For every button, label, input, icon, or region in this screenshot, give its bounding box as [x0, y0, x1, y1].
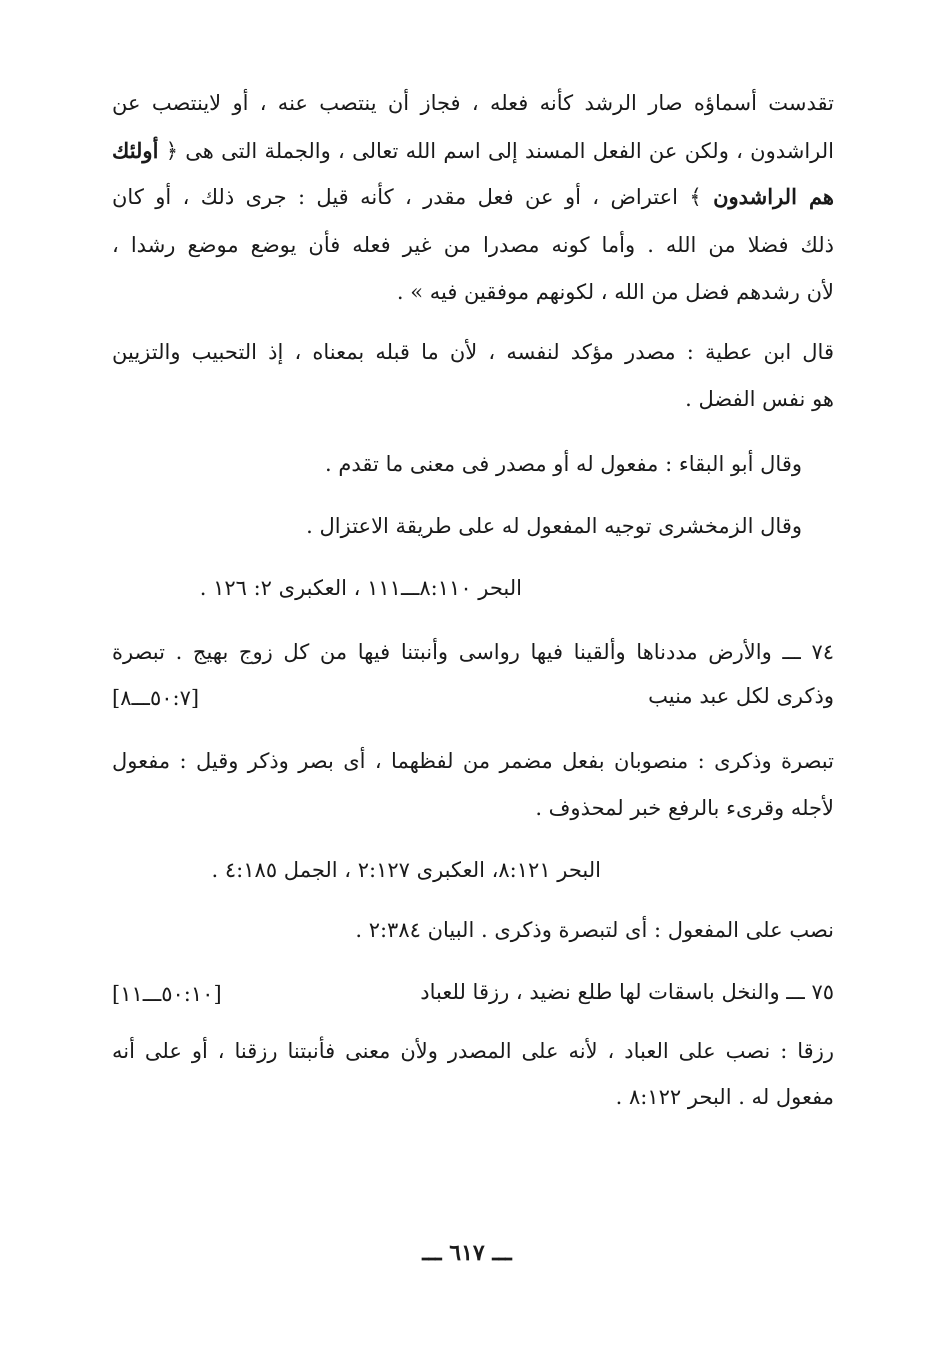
- paragraph-5-line-1: تبصرة وذكرى : منصوبان بفعل مضمر من لفظهما ، أى بصر وذكر وقيل : مفعول: [112, 749, 834, 773]
- verse-75-line-1: ٧٥ ـــ والنخل باسقات لها طلع نضيد ، رزقا للعباد: [420, 980, 834, 1004]
- verse-74-reference: [٥٠:٧ـــ٨]: [112, 686, 200, 710]
- paragraph-5-line-2: لأجله وقرىء بالرفع خبر لمحذوف .: [535, 796, 834, 820]
- verse-74-line-2: وذكرى لكل عبد منيب: [648, 684, 834, 708]
- paragraph-2-line-2: هو نفس الفضل .: [685, 387, 834, 411]
- paragraph-7-line-2: مفعول له . البحر ٨:١٢٢ .: [615, 1085, 834, 1109]
- quranic-bold-text: أولئك: [112, 138, 159, 163]
- paragraph-2-line-1: قال ابن عطية : مصدر مؤكد لنفسه ، لأن ما قبله بمعناه ، إذ التحبيب والتزيين: [112, 340, 834, 364]
- paragraph-1-line-2: [112, 136, 834, 166]
- paragraph-1-line-4: ذلك فضلا من الله . وأما كونه مصدرا من غير فعله فأن يوضع موضع رشدا ،: [112, 233, 834, 257]
- paragraph-3: وقال أبو البقاء : مفعول له أو مصدر فى معنى ما تقدم .: [325, 452, 802, 476]
- paragraph-1-line-1: تقدست أسماؤه صار الرشد كأنه فعله ، فجاز أن ينتصب عنه ، أو لاينتصب عن: [112, 91, 834, 115]
- paragraph-1-line-5: لأن رشدهم فضل من الله ، لكونهم موفقين فيه » .: [396, 280, 834, 304]
- verse-74-line-1: ٧٤ ـــ والأرض مددناها وألقينا فيها رواسى وأنبتنا فيها من كل زوج بهيج . تبصرة: [112, 640, 834, 664]
- reference-1: البحر ٨:١١٠ـــ١١١ ، العكبرى ٢: ١٢٦ .: [199, 576, 522, 600]
- paragraph-6: نصب على المفعول : أى لتبصرة وذكرى . البيان ٢:٣٨٤ .: [355, 918, 834, 942]
- page-number: ـــ ٦١٧ ـــ: [422, 1240, 512, 1266]
- verse-75-reference: [٥٠:١٠ـــ١١]: [112, 982, 222, 1006]
- quranic-bold-text: هم الراشدون: [713, 184, 834, 209]
- plain-text: الراشدون ، ولكن عن الفعل المسند إلى اسم الله تعالى ، والجملة التى هى ﴿: [165, 139, 834, 163]
- plain-text: ﴾ اعتراض ، أو عن فعل مقدر ، كأنه قيل : جرى ذلك ، أو كان: [112, 185, 702, 209]
- paragraph-4: وقال الزمخشرى توجيه المفعول له على طريقة الاعتزال .: [306, 514, 802, 538]
- reference-2: البحر ٨:١٢١، العكبرى ٢:١٢٧ ، الجمل ٤:١٨٥ .: [211, 858, 601, 882]
- paragraph-1-line-3: [112, 182, 834, 212]
- paragraph-7-line-1: رزقا : نصب على العباد ، لأنه على المصدر ولأن معنى فأنبتنا رزقنا ، أو على أنه: [112, 1039, 834, 1063]
